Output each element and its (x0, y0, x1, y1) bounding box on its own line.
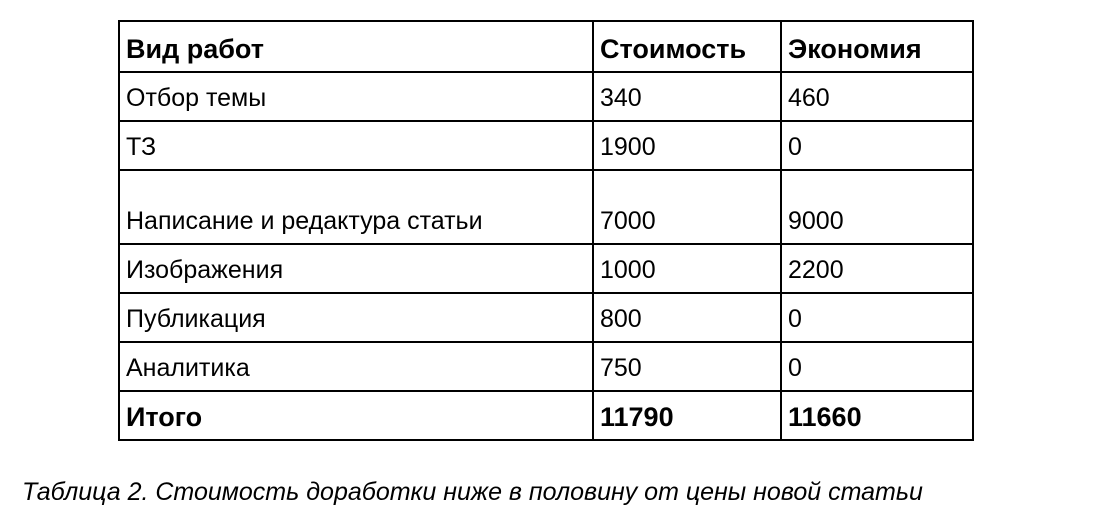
cell-savings: 460 (781, 72, 973, 121)
cell-work-type: Изображения (119, 244, 593, 293)
cell-savings: 0 (781, 121, 973, 170)
cell-savings: 9000 (781, 170, 973, 244)
cell-work-type: Аналитика (119, 342, 593, 391)
cell-work-type: Публикация (119, 293, 593, 342)
cost-table (118, 20, 974, 441)
cell-work-type: Написание и редактура статьи (119, 170, 593, 244)
total-cost: 11790 (593, 391, 781, 440)
cell-savings: 0 (781, 293, 973, 342)
table-row (119, 170, 973, 244)
total-savings: 11660 (781, 391, 973, 440)
table-row (119, 72, 973, 121)
header-cell-savings: Экономия (781, 21, 973, 72)
header-cell-work-type: Вид работ (119, 21, 593, 72)
cell-cost: 800 (593, 293, 781, 342)
table-row (119, 342, 973, 391)
table-row (119, 121, 973, 170)
table-total-row (119, 391, 973, 440)
table-caption: Таблица 2. Стоимость доработки ниже в половину от цены новой статьи (22, 478, 923, 506)
table-row (119, 293, 973, 342)
table-row (119, 244, 973, 293)
cell-cost: 1000 (593, 244, 781, 293)
header-cell-cost: Стоимость (593, 21, 781, 72)
cell-work-type: Отбор темы (119, 72, 593, 121)
total-label: Итого (119, 391, 593, 440)
cell-cost: 7000 (593, 170, 781, 244)
table-header-row (119, 21, 973, 72)
cell-cost: 750 (593, 342, 781, 391)
cell-work-type: ТЗ (119, 121, 593, 170)
cell-savings: 2200 (781, 244, 973, 293)
cell-cost: 340 (593, 72, 781, 121)
cell-savings: 0 (781, 342, 973, 391)
cell-cost: 1900 (593, 121, 781, 170)
